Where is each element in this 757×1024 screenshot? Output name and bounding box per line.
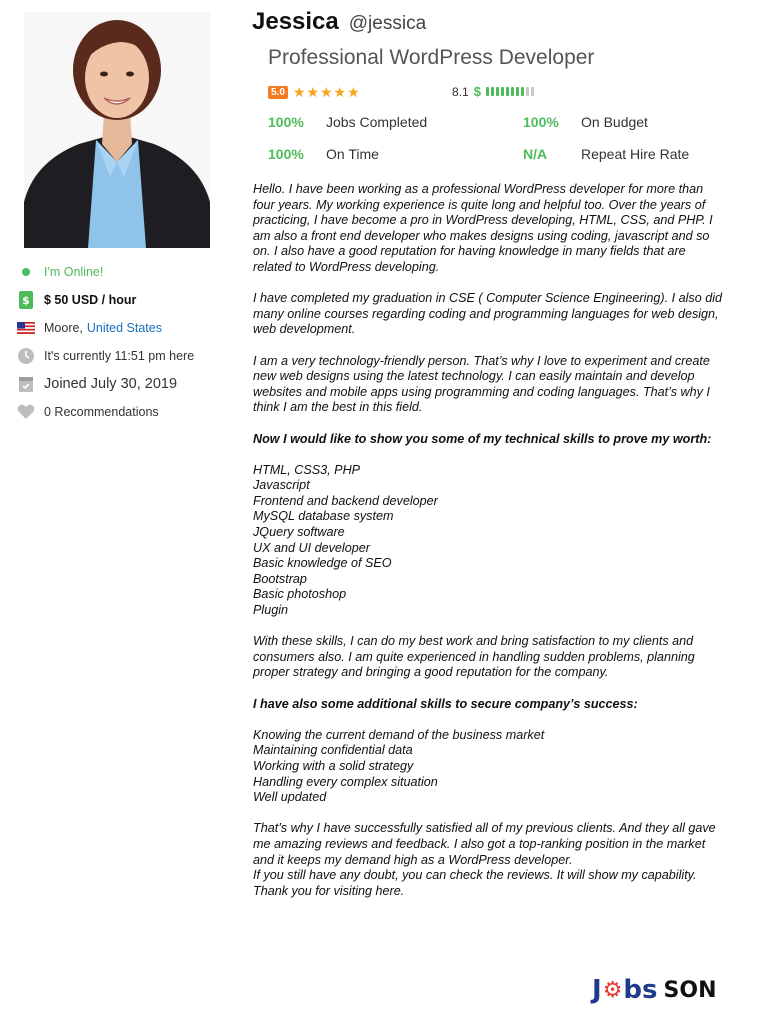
- avatar: [24, 12, 210, 248]
- score-bar: [531, 87, 534, 96]
- earnings-score: [452, 84, 536, 99]
- stat-on-time: [268, 146, 379, 162]
- list-item: Maintaining confidential data: [253, 743, 413, 758]
- local-time: [16, 342, 236, 370]
- list-item: Frontend and backend developer: [253, 493, 438, 508]
- skills-heading: Now I would like to show you some of my technical skills to prove my worth:: [253, 431, 712, 446]
- joined-text: Joined July 30, 2019: [44, 376, 178, 392]
- list-item: Javascript: [253, 478, 310, 493]
- score-bar: [501, 87, 504, 96]
- list-item: Plugin: [253, 603, 289, 618]
- additional-skills-list: [253, 728, 723, 806]
- score-bar: [506, 87, 509, 96]
- profile-name: Jessica: [252, 8, 339, 35]
- joined-date: [16, 370, 236, 398]
- profile-title: Professional WordPress Developer: [268, 46, 595, 69]
- star-rating-icon: ★★★★★: [292, 84, 361, 100]
- list-item: JQuery software: [253, 525, 345, 540]
- recommendations: [16, 398, 236, 426]
- additional-skills-heading: I have also some additional skills to secure company’s success:: [253, 696, 638, 711]
- country-link[interactable]: United States: [86, 321, 162, 335]
- rating-badge: 5.0: [268, 86, 288, 99]
- list-item: Well updated: [253, 790, 327, 805]
- online-text: I'm Online!: [44, 265, 104, 279]
- list-item: HTML, CSS3, PHP: [253, 462, 361, 477]
- bio-paragraph: Hello. I have been working as a professional WordPress developer for more than four years. My working experience is quite long and helpful too. Over the years of practicing, I have become a pro in WordPress developing, HTML, CSS, and PHP. I am also a front end developer who makes designs using coding, javascript and so on. I also have a good reputation for having knowledge in many fields that are related to WordPress developing.: [253, 182, 713, 274]
- gear-icon: ⚙: [602, 977, 623, 1003]
- stat-value: 100%: [268, 114, 304, 130]
- score-bars: [486, 87, 536, 96]
- profile-photo: [24, 12, 210, 248]
- online-dot-icon: [16, 262, 36, 282]
- score-bar: [526, 87, 529, 96]
- jobsson-logo: J ⚙ bs SON: [592, 975, 717, 1005]
- list-item: Basic photoshop: [253, 587, 347, 602]
- rating: [268, 84, 361, 101]
- list-item: Bootstrap: [253, 571, 307, 586]
- heart-icon: [16, 402, 36, 422]
- bio-paragraph: With these skills, I can do my best work and bring satisfaction to my clients and consumers also. I am quite experienced in handling sudden problems, planning proper strategy and bringing a good reputation for the company.: [253, 634, 695, 680]
- stat-label: On Time: [326, 146, 379, 162]
- list-item: Knowing the current demand of the business market: [253, 727, 545, 742]
- us-flag-icon: [16, 318, 36, 338]
- score-bar: [486, 87, 489, 96]
- bio-paragraph: If you still have any doubt, you can check the reviews. It will show my capability. Thank you for visiting here.: [253, 868, 697, 898]
- stat-label: Repeat Hire Rate: [581, 146, 690, 162]
- stat-label: Jobs Completed: [326, 114, 428, 130]
- svg-text:$: $: [22, 294, 30, 307]
- score-bar: [496, 87, 499, 96]
- stat-value: N/A: [523, 146, 548, 162]
- stat-label: On Budget: [581, 114, 648, 130]
- local-time-text: It's currently 11:51 pm here: [44, 349, 195, 363]
- score-value: 8.1: [452, 84, 469, 99]
- bio-paragraph: I have completed my graduation in CSE ( Computer Science Engineering). I also did many online courses regarding coding and programming languages for web design, web development.: [253, 291, 723, 337]
- list-item: UX and UI developer: [253, 540, 370, 555]
- location: [16, 314, 236, 342]
- price-tag-icon: [16, 290, 36, 310]
- dollar-icon: $: [473, 84, 481, 99]
- score-bar: [521, 87, 524, 96]
- score-bar: [516, 87, 519, 96]
- stat-jobs-completed: [268, 114, 427, 130]
- stat-repeat-hire: [523, 146, 689, 162]
- score-bar: [511, 87, 514, 96]
- score-bar: [491, 87, 494, 96]
- profile-description: [253, 182, 723, 915]
- stat-value: 100%: [523, 114, 559, 130]
- clock-icon: [16, 346, 36, 366]
- rate-text: $ 50 USD / hour: [44, 293, 137, 307]
- online-status: [16, 258, 236, 286]
- stat-value: 100%: [268, 146, 304, 162]
- profile-handle: @jessica: [348, 13, 427, 34]
- recommendations-text: 0 Recommendations: [44, 405, 159, 419]
- profile-header: [252, 8, 426, 36]
- bio-paragraph: That’s why I have successfully satisfied all of my previous clients. And they all gave me amazing reviews and feedback. I also got a top-ranking position in the market and it keeps my demand high as a WordPress developer.: [253, 821, 716, 867]
- bio-paragraph: I am a very technology-friendly person. That’s why I love to experiment and create new web designs using the latest technology. I can easily maintain and develop websites and mobile apps using programming and coding languages. That’s why I think I am the best in this field.: [253, 353, 710, 415]
- list-item: Working with a solid strategy: [253, 758, 414, 773]
- city-text: Moore,: [44, 321, 83, 335]
- hourly-rate: [16, 286, 236, 314]
- list-item: Handling every complex situation: [253, 774, 438, 789]
- list-item: MySQL database system: [253, 509, 394, 524]
- skills-list: [253, 463, 723, 619]
- calendar-icon: [16, 374, 36, 394]
- list-item: Basic knowledge of SEO: [253, 556, 392, 571]
- stat-on-budget: [523, 114, 648, 130]
- profile-sidebar: [16, 258, 236, 426]
